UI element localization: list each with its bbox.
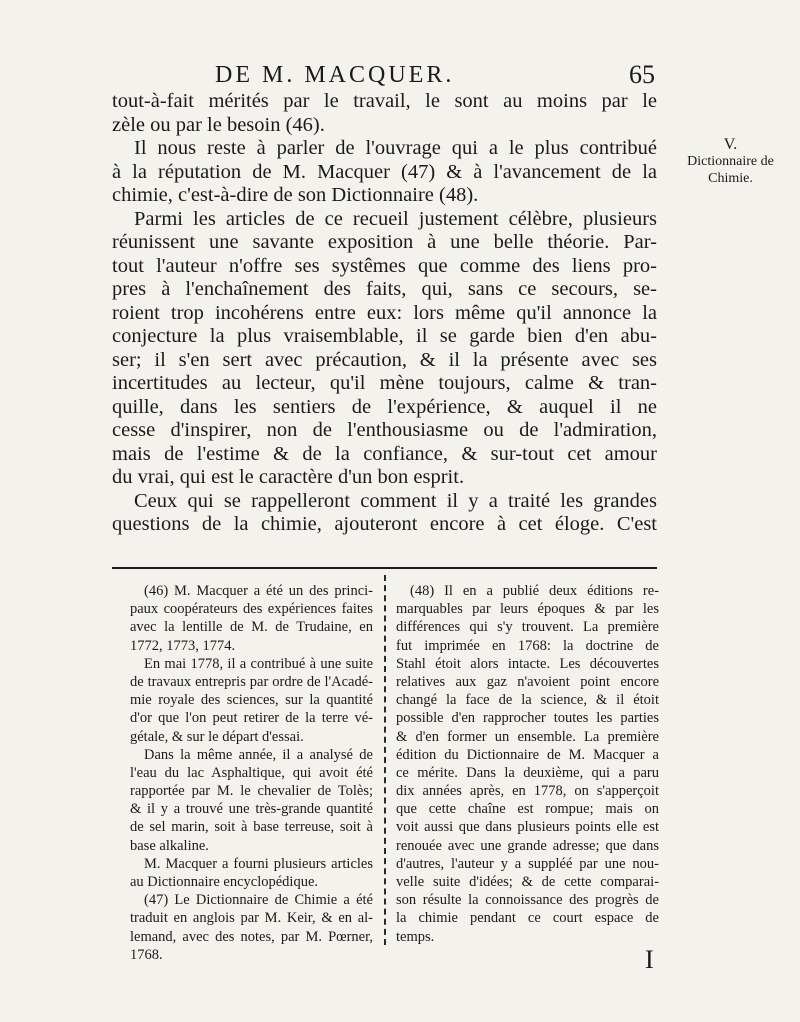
footnote-line: voit aussi que dans plusieurs points elle est	[396, 819, 659, 836]
footnote-line: d'autres, l'auteur y a suppléé par une nou-	[396, 855, 659, 872]
text-line: chimie, c'est-à-dire de son Dictionnaire (48).	[112, 184, 479, 206]
footnote-line: ce mérite. Dans la deuxième, qui a paru	[396, 764, 659, 781]
footnote-line: En mai 1778, il a contribué à une suite	[144, 655, 373, 672]
text-line: zèle ou par le besoin (46).	[112, 113, 325, 136]
page-number: 65	[629, 60, 655, 89]
footnote-line: son résulte la connoissance des progrès de	[396, 892, 659, 909]
margin-note-line: Dictionnaire de	[687, 154, 774, 169]
footnote-line: Dans la même année, il a analysé de	[144, 746, 373, 763]
footnote-line: de sel marin, soit à base terreuse, soit à	[130, 819, 373, 836]
footnote-line: relatives aux gaz n'avoient point encore	[396, 673, 659, 690]
footnotes-right-column	[396, 582, 659, 946]
footnote-line: renouée avec une grande adresse; que dans	[396, 837, 659, 854]
footnote-line: Stahl étoit alors intacte. Les découvertes	[396, 655, 659, 672]
footnote-line: (48) Il en a publié deux éditions re-	[410, 583, 659, 599]
footnote-line: lemand, avec des notes, par M. Pœrner,	[130, 928, 373, 945]
text-line: conjecture la plus vraisemblable, il se garde bien d'en abu-	[112, 325, 657, 347]
footnote-line: (47) Le Dictionnaire de Chimie a été	[144, 892, 373, 909]
footnote-line: rapportée par M. le chevalier de Tolès;	[130, 783, 373, 800]
text-line: à la réputation de M. Macquer (47) & à l'avancement de la	[112, 160, 657, 183]
footnote-line: temps.	[396, 928, 435, 945]
signature-mark: I	[645, 945, 654, 974]
footnote-line: avec la lentille de M. de Trudaine, en	[130, 619, 373, 636]
running-title: DE M. MACQUER.	[215, 62, 455, 88]
footnote-line: fut imprimée en 1768: la doctrine de	[396, 637, 659, 654]
footnote-line: paux coopérateurs des expériences faites	[130, 601, 373, 618]
footnote-rule	[112, 567, 657, 569]
footnotes-left-column	[130, 582, 373, 964]
text-line: incertitudes au lecteur, qu'il mène toujours, calme & tran-	[112, 372, 657, 394]
footnote-line: gétale, & sur le départ d'essai.	[130, 728, 304, 745]
text-line: tout-à-fait mérités par le travail, le sont au moins par le	[112, 90, 657, 112]
text-line: quille, dans les sentiers de l'expérience, & auquel il ne	[112, 395, 657, 418]
footnote-line: traduit en anglois par M. Keir, & en al-	[130, 910, 373, 927]
footnote-line: & d'en former un ensemble. La première	[396, 728, 659, 745]
footnote-line: 1772, 1773, 1774.	[130, 637, 236, 654]
footnote-line: édition du Dictionnaire de M. Macquer a	[396, 746, 659, 763]
footnote-line: M. Macquer a fourni plusieurs articles	[144, 855, 373, 872]
footnote-line: base alkaline.	[130, 837, 209, 854]
footnote-line: & il y a trouvé une très-grande quantité	[130, 801, 373, 818]
footnote-line: différences qui s'y trouvent. La première	[396, 619, 659, 636]
text-line: mais de l'estime & de la confiance, & sur-tout cet amour	[112, 442, 657, 465]
margin-note	[668, 136, 793, 187]
column-divider	[384, 575, 386, 945]
footnote-line: possible d'en rapprocher toutes les parties	[396, 710, 659, 727]
margin-note-number: V.	[723, 136, 738, 153]
footnote-line: changé la face de la science, & il étoit	[396, 692, 659, 709]
text-line: cesse d'inspirer, non de l'enthousiasme ou de l'admiration,	[112, 419, 657, 441]
margin-note-line: Chimie.	[708, 171, 753, 186]
text-line: du vrai, qui est le caractère d'un bon esprit.	[112, 466, 465, 488]
text-line: ser; il s'en sert avec précaution, & il la présente avec ses	[112, 348, 657, 371]
text-line: questions de la chimie, ajouteront encore à cet éloge. C'est	[112, 513, 657, 535]
footnote-line: au Dictionnaire encyclopédique.	[130, 874, 319, 890]
footnote-line: de travaux entrepris par ordre de l'Acadé-	[130, 673, 373, 690]
footnote-line: 1768.	[130, 946, 163, 963]
footnote-line: dix années après, en 1778, on s'apperçoit	[396, 783, 659, 800]
text-line: Parmi les articles de ce recueil justement célèbre, plusieurs	[134, 207, 657, 230]
text-line: pres à l'enchaînement des faits, qui, sans ce secours, se-	[112, 278, 657, 300]
footnote-line: (46) M. Macquer a été un des princi-	[144, 583, 373, 599]
footnote-line: marquables par leurs époques & par les	[396, 601, 659, 618]
text-line: tout l'auteur n'offre ses systêmes que comme des liens pro-	[112, 254, 657, 277]
main-text	[112, 90, 657, 537]
text-line: Ceux qui se rappelleront comment il y a traité les grandes	[134, 489, 657, 512]
text-line: Il nous reste à parler de l'ouvrage qui a le plus contribué	[134, 137, 657, 159]
footnote-line: que cette chaîne est rompue; mais on	[396, 801, 659, 818]
text-line: réunissent une savante exposition à une belle théorie. Par-	[112, 231, 657, 253]
page-header	[215, 62, 655, 92]
footnote-line: mie royale des sciences, sur la quantité	[130, 692, 373, 709]
footnote-line: velle suite d'idées; & de cette comparai-	[396, 874, 659, 890]
footnote-line: d'or que l'on peut retirer de la terre vé-	[130, 710, 373, 727]
footnote-line: l'eau du lac Asphaltique, qui avoit été	[130, 764, 373, 781]
footnote-line: la chimie pendant ce court espace de	[396, 910, 659, 927]
text-line: roient trop incohérens entre eux: lors même qu'il annonce la	[112, 301, 657, 324]
